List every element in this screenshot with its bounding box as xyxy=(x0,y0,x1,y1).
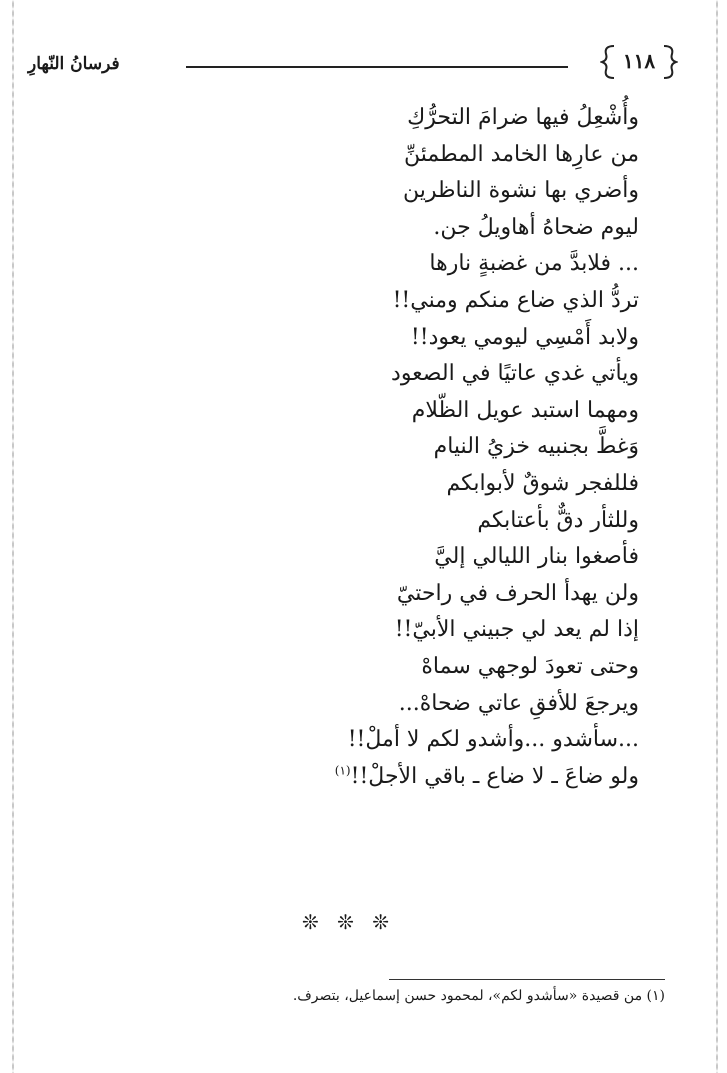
poem-line xyxy=(219,246,639,283)
poem-line xyxy=(219,320,639,357)
poem-line-text: ولن يهدأ الحرف في راحتيّ xyxy=(396,580,639,606)
poem-line-text: ... فلابدَّ من غضبةٍ نارها xyxy=(429,251,639,277)
poem-line xyxy=(219,722,639,759)
poem-line xyxy=(219,466,639,503)
header-rule xyxy=(186,66,568,68)
poem-line xyxy=(219,429,639,466)
poem-line xyxy=(219,649,639,686)
poem-line-text: من عارِها الخامد المطمئنِّ xyxy=(403,141,639,167)
poem-line-text: ...سأشدو ...وأشدو لكم لا أملْ!! xyxy=(347,727,639,753)
poem-line-text: ويرجعَ للأفقِ عاتي ضحاهْ... xyxy=(398,690,639,716)
poem-line-text: وأضري بها نشوة الناظرين xyxy=(402,178,639,204)
poem-line-text: ومهما استبد عويل الظّلام xyxy=(411,397,639,423)
page-number: ١١٨ xyxy=(622,49,656,73)
poem-line-text: تردُّ الذي ضاع منكم ومني!! xyxy=(392,287,639,313)
poem-line-text: وللثأر دقٌّ بأعتابكم xyxy=(477,507,639,533)
poem-line-text: ويأتي غدي عاتيًا في الصعود xyxy=(391,361,639,387)
poem-line xyxy=(219,612,639,649)
poem-line xyxy=(219,100,639,137)
poem-line xyxy=(219,137,639,174)
poem-line-text: فأصغوا بنار الليالي إليَّ xyxy=(434,544,639,570)
footnote-marker: (١) xyxy=(334,763,351,778)
poem-line xyxy=(219,539,639,576)
poem-line xyxy=(219,210,639,247)
poem-line xyxy=(219,173,639,210)
poem-line-text: ولو ضاعَ ـ لا ضاع ـ باقي الأجلْ!! xyxy=(350,763,639,789)
poem-line xyxy=(219,503,639,540)
poem-line-text: ولابد أَمْسِي ليومي يعود!! xyxy=(410,324,639,350)
poem-line-text: ليوم ضحاهُ أهاويلُ جن. xyxy=(433,214,639,240)
poem-line xyxy=(219,393,639,430)
poem-line-text: فللفجر شوقٌ لأبوابكم xyxy=(446,470,639,496)
running-title: فرسانُ النّهارِ xyxy=(28,54,120,74)
page-header xyxy=(28,42,678,82)
poem-line-text: وأُشْعِلُ فيها ضرامَ التحرُّكِ xyxy=(407,105,639,130)
poem-line-text: وحتى تعودَ لوجهي سماهْ xyxy=(421,653,639,679)
poem-line xyxy=(219,759,639,796)
section-separator: ❊ ❊ ❊ xyxy=(302,910,395,934)
poem-line-text: إذا لم يعد لي جبيني الأبيّ!! xyxy=(394,617,639,643)
footnote: (١) من قصيدة «سأشدو لكم»، لمحمود حسن إسماعيل، بتصرف. xyxy=(292,988,665,1004)
poem xyxy=(219,100,639,795)
page-number-frame xyxy=(600,44,678,80)
poem-line xyxy=(219,686,639,723)
poem-line xyxy=(219,576,639,613)
scan-edge-left xyxy=(12,0,14,1073)
scan-edge-right xyxy=(716,0,718,1073)
poem-line xyxy=(219,356,639,393)
poem-line-text: وَغطَّ بجنبيه خزيُ النيام xyxy=(433,434,639,460)
footnote-rule xyxy=(389,979,665,980)
poem-line xyxy=(219,283,639,320)
